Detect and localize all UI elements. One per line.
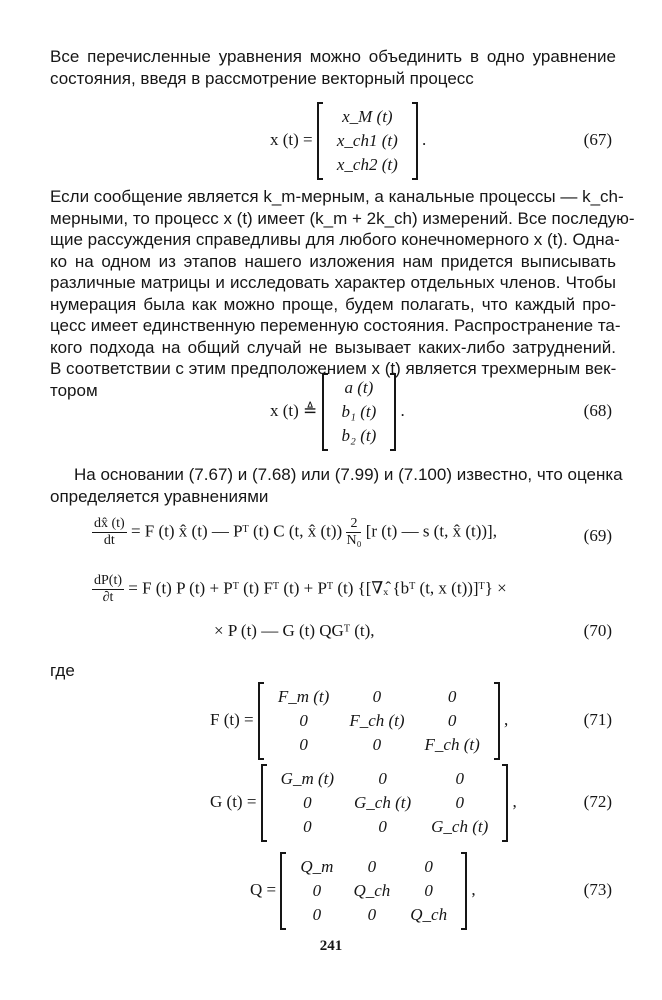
matrix-cell: 0 <box>424 857 433 876</box>
text-line: В соответствии с этим предположением x (t) является трехмерным век- <box>50 359 617 378</box>
matrix-cell: 0 <box>447 687 457 706</box>
fraction <box>92 573 124 606</box>
equation-number: (68) <box>583 401 612 420</box>
equation-lhs: x (t) = <box>270 129 313 149</box>
fraction-numerator: 2 <box>346 516 361 533</box>
text-line: На основании (7.67) и (7.68) или (7.99) и (7.100) известно, что оценка <box>74 465 623 484</box>
matrix-cell: Q_ch <box>353 881 391 900</box>
text-line: Если сообщение является k_m-мерным, а канальные процессы — k_ch- <box>50 187 624 206</box>
equation-lhs: G (t) = <box>210 791 257 811</box>
equation-68: x (t) ≜ a (t) b₁ (t) b₂ (t) . <box>270 374 405 450</box>
equation-73: Q = Q_m 0 0 0 Q_ch 0 0 0 Q_ch , <box>250 853 476 929</box>
matrix-cell: 0 <box>312 881 322 900</box>
equation-69 <box>92 516 497 549</box>
text-line: щие рассуждения справедливы для любого конечномерного x (t). Одна- <box>50 230 620 249</box>
matrix-cell: 0 <box>303 793 312 812</box>
matrix-cell: F_ch (t) <box>349 711 405 730</box>
text-line: цесс имеет единственную переменную состояния. Распространение та- <box>50 316 621 335</box>
matrix-cell: 0 <box>455 769 464 788</box>
fraction-denominator: N₀ <box>346 533 362 548</box>
fraction <box>92 516 127 549</box>
fraction <box>346 516 361 549</box>
matrix-cell: 0 <box>372 687 382 706</box>
matrix-cell: 0 <box>367 857 377 876</box>
equation-lhs: Q = <box>250 879 277 899</box>
column-vector <box>317 103 418 179</box>
matrix-cell: G_ch (t) <box>354 793 412 812</box>
text-line: определяется уравнениями <box>50 486 269 506</box>
text-line: состояния, введя в рассмотрение векторный процесс <box>50 68 474 88</box>
matrix-cell: G_m (t) <box>280 769 335 788</box>
equation-67: x (t) = x_M (t) x_ch1 (t) x_ch2 (t) . <box>270 103 426 179</box>
equation-line-1: = F (t) P (t) + Pᵀ (t) Fᵀ (t) + Pᵀ (t) {[∇ₓ̂ {bᵀ (t, x (t))]ᵀ} × <box>128 578 507 598</box>
matrix-cell: Q_ch <box>410 905 448 924</box>
matrix-cell: x_ch1 (t) <box>336 131 398 150</box>
equation-70-continuation <box>214 621 375 641</box>
equation-lhs: F (t) = <box>210 709 254 729</box>
matrix-cell: F_m (t) <box>277 687 330 706</box>
equation-lhs: x (t) ≜ <box>270 400 318 420</box>
column-vector <box>322 374 397 450</box>
equation-72: G (t) = G_m (t) 0 0 0 G_ch (t) 0 0 0 G_ch (t) , <box>210 765 517 841</box>
equation-number: (71) <box>583 710 612 729</box>
where-label: где <box>50 661 75 680</box>
matrix-cell: Q_m <box>300 857 334 876</box>
equation-number: (72) <box>583 792 612 811</box>
matrix-cell: 0 <box>303 817 312 836</box>
matrix-cell: 0 <box>447 711 457 730</box>
matrix-cell: x_ch2 (t) <box>336 155 398 174</box>
text-line: ко на одном из этапов нашего изложения нам придется выписывать <box>50 251 616 271</box>
text-line: мерными, то процесс x (t) имеет (k_m + 2k_ch) измерений. Все последую- <box>50 208 635 228</box>
matrix-cell: x_M (t) <box>342 107 393 126</box>
fraction-numerator: dx̂ (t) <box>94 516 125 531</box>
equation-body: = F (t) x̂ (t) — Pᵀ (t) C (t, x̂ (t)) <box>130 521 343 541</box>
text-line: нумерация была как можно проще, будем полагать, что каждый про- <box>50 294 616 314</box>
text-line: тором <box>50 380 98 400</box>
matrix <box>261 765 509 841</box>
fraction-numerator: dP(t) <box>94 573 122 588</box>
paragraph-2 <box>50 186 635 401</box>
fraction-denominator: ∂t <box>102 590 114 605</box>
matrix-cell: b₂ (t) <box>341 426 377 445</box>
matrix-cell: 0 <box>372 735 382 754</box>
matrix-cell: G_ch (t) <box>431 817 489 836</box>
text-line: кого подхода на общий случай не вызывает каких-либо затруднений. <box>50 337 616 357</box>
matrix-cell: 0 <box>424 881 433 900</box>
equation-number: (73) <box>583 880 612 899</box>
matrix-cell: 0 <box>378 769 387 788</box>
matrix-cell: F_ch (t) <box>424 735 480 754</box>
equation-line-2: × P (t) — G (t) QGᵀ (t), <box>214 621 375 640</box>
paragraph-1 <box>50 46 616 89</box>
matrix-cell: a (t) <box>344 378 374 397</box>
equation-number: (70) <box>583 621 612 640</box>
matrix <box>258 683 500 759</box>
matrix-cell: 0 <box>312 905 322 924</box>
page-number: 241 <box>319 938 343 954</box>
paragraph-3 <box>50 464 623 507</box>
equation-71: F (t) = F_m (t) 0 0 0 F_ch (t) 0 0 0 F_ch (t) , <box>210 683 508 759</box>
equation-70 <box>92 573 507 606</box>
matrix-cell: b₁ (t) <box>341 402 377 421</box>
text-line: Все перечисленные уравнения можно объединить в одно уравнение <box>50 47 616 66</box>
text-line: различные матрицы и исследовать характер отдельных членов. Чтобы <box>50 273 616 292</box>
equation-number: (67) <box>583 130 612 149</box>
matrix-cell: 0 <box>378 817 387 836</box>
fraction-denominator: dt <box>103 533 115 548</box>
matrix-cell: 0 <box>299 735 308 754</box>
equation-number: (69) <box>583 526 612 545</box>
matrix-cell: 0 <box>367 905 377 924</box>
matrix-cell: 0 <box>299 711 308 730</box>
matrix-cell: 0 <box>455 793 464 812</box>
matrix <box>280 853 467 929</box>
equation-tail: [r (t) — s (t, x̂ (t))], <box>365 521 497 541</box>
